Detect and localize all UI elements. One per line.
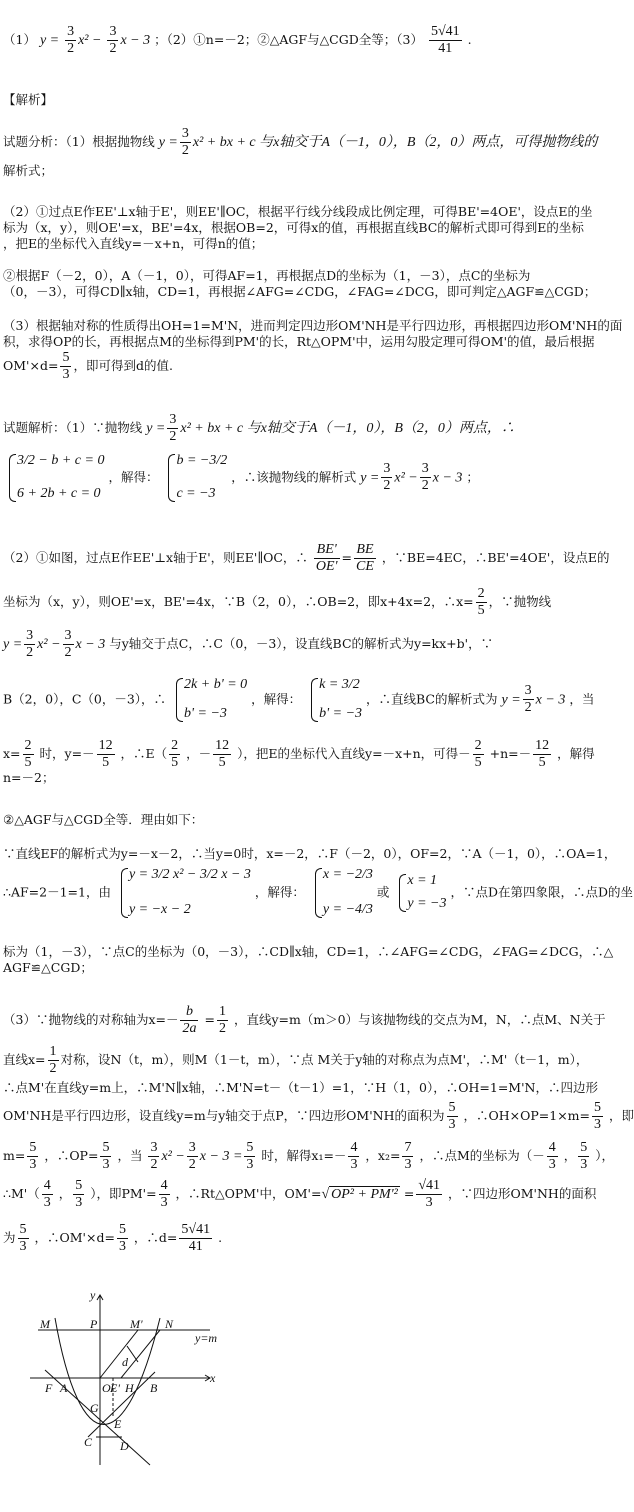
analysis-line-9: 积，求得OP的长，再根据点M的坐标得到PM'的长，Rt△OPM'中，运用勾股定理可得OM'的值，最后根据 (3, 334, 595, 349)
solution-line-14: 直线x= $\frac{1}{2}$ 对称，设N（t，m），则M（1－t，m），∵点 M关于y轴的对称点为点M'，∴M'（t－1，m）， (3, 1044, 589, 1077)
label-d-point: D (120, 1439, 129, 1453)
solution-system-3: ∴AF=2－1=1，由 y = 3/2 x² − 3/2 x − 3 y = −x − 2 ，解得： x = −2/3 y = −4/3 或 x = 1 y = −3 ，∵点D在第四象限，∴点D的坐 (3, 866, 633, 920)
solution-line-2: （2）①如图，过点E作EE'⊥x轴于E'，则EE'∥OC，∴ $\frac{BE'}{OE'}$ = $\frac{BE}{CE}$ ，∵BE=4EC，∴BE'=4OE'，设点E的 (3, 542, 610, 575)
label-d: d (122, 1355, 128, 1369)
analysis-line-6: ②根据F（－2，0），A（－1，0），可得AF=1，再根据点D的坐标为（1，－3），点C的坐标为 (3, 268, 531, 283)
label-x: x (210, 1371, 216, 1385)
label-f: F (45, 1381, 53, 1395)
analysis-line-4: 标为（x，y），则OE'=x，BE'=4x，根据OB=2，可得x的值，再根据直线BC的解析式即可得到E的坐标 (3, 220, 584, 235)
solution-system-1: 3/2 − b + c = 0 6 + 2b + c = 0 ，解得： b = −3/2 c = −3 ，∴该抛物线的解析式 y = $\frac{3}{2}$ x² − $\frac{3}{2}$ x − 3 ； (3, 452, 479, 504)
label-o: O (102, 1381, 111, 1395)
solution-line-3: 坐标为（x，y），则OE'=x，BE'=4x，∵B（2，0），∴OB=2，即x+4x=2，∴x= $\frac{2}{5}$ ，∵抛物线 (3, 586, 552, 619)
analysis-line-5: ，把E的坐标代入直线y=－x+n，可得n的值； (3, 236, 264, 251)
label-b: B (150, 1381, 158, 1395)
solution-line-9: ∵直线EF的解析式为y=－x－2，∴当y=0时，x=－2，∴F（－2，0），OF=2，∵A（－1，0），∴OA=1， (3, 846, 617, 861)
label-m: M (40, 1317, 50, 1331)
solution-line-13: （3）∵抛物线的对称轴为x=－ $\frac{b}{2a}$ = $\frac{1}{2}$ ，直线y=m（m＞0）与该抛物线的交点为M，N，∴点M、N关于 (3, 1004, 606, 1037)
label-n: N (165, 1317, 174, 1331)
label-e-prime: E' (110, 1381, 120, 1395)
solution-line-11: 标为（1，－3），∵点C的坐标为（0，－3），∴CD∥x轴，CD=1，∴∠AFG=∠CDG，∠FAG=∠DCG，∴△ (3, 944, 614, 959)
analysis-line-2: 解析式； (3, 163, 54, 178)
analysis-line-10: OM'×d= $\frac{5}{3}$ ，即可得到d的值. (3, 350, 173, 383)
solution-line-17: m= $\frac{5}{3}$ ，∴OP= $\frac{5}{3}$ ，当 $\frac{3}{2}$ x² − $\frac{3}{2}$ x − 3 = $\frac{5}{3}$ 时，解得x₁=－ $\frac{4}{3}$ ，x₂= $\frac{7}{3}$ ，∴点M的坐标为（－ $\frac{4}{3}$ ， $\frac{5}{3}$ ）， (3, 1140, 615, 1173)
parabola-figure (10, 1290, 240, 1470)
solution-line-8: ②△AGF与△CGD全等．理由如下： (3, 812, 204, 827)
parabola-curve (55, 1318, 160, 1425)
solution-line-12: AGF≌△CGD； (3, 960, 93, 975)
solution-line-7: n=－2； (3, 770, 55, 785)
label-y: y (90, 1288, 96, 1302)
solution-line-16: OM'NH是平行四边形，设直线y=m与y轴交于点P，∵四边形OM'NH的面积为 $\frac{5}{3}$ ，∴OH×OP=1×m= $\frac{5}{3}$ ，即 (3, 1100, 634, 1133)
label-g: G (90, 1401, 99, 1415)
label-y-eq-m: y=m (195, 1331, 218, 1345)
answer-line: （1） y = $\frac{3}{2}$ x² − $\frac{3}{2}$ x − 3 ；（2）①n=－2；②△AGF与△CGD全等；（3） $\frac{5√41}{41}$ . (3, 24, 472, 57)
analysis-line-8: （3）根据轴对称的性质得出OH=1=M'N，进而判定四边形OM'NH是平行四边形，再根据四边形OM'NH的面 (3, 318, 623, 333)
label-a: A (60, 1381, 68, 1395)
section-heading: 【解析】 (3, 92, 54, 107)
label-h: H (125, 1381, 134, 1395)
label-c: C (84, 1435, 93, 1449)
analysis-line-1: 试题分析：（1）根据抛物线 y = $\frac{3}{2}$ x² + bx + c 与x轴交于A（－1，0），B（2，0）两点，可得抛物线的 (3, 126, 598, 159)
analysis-line-3: （2）①过点E作EE'⊥x轴于E'，则EE'∥OC，根据平行线分线段成比例定理，可得BE'=4OE'，设点E的坐 (3, 204, 593, 219)
label-m-prime: M' (130, 1317, 143, 1331)
solution-line-19: 为 $\frac{5}{3}$ ，∴OM'×d= $\frac{5}{3}$ ，∴d= $\frac{5√41}{41}$ . (3, 1222, 223, 1255)
solution-system-2: B（2，0），C（0，－3），∴ 2k + b' = 0 b' = −3 ，解得： k = 3/2 b' = −3 ，∴直线BC的解析式为 y = $\frac{3}{2}$ x − 3 ，当 (3, 676, 594, 724)
label-e: E (114, 1417, 122, 1431)
solution-line-6: x= $\frac{2}{5}$ 时，y=－ $\frac{12}{5}$ ，∴E（ $\frac{2}{5}$ ，－ $\frac{12}{5}$ ），把E的坐标代入直线y=－x+n，可得－ $\frac{2}{5}$ +n=－ $\frac{12}{5}$ ，解得 (3, 738, 595, 771)
analysis-line-7: （0，－3），可得CD∥x轴，CD=1，再根据∠AFG=∠CDG，∠FAG=∠DCG，即可判定△AGF≌△CGD； (3, 284, 597, 299)
solution-line-15: ∴点M'在直线y=m上，∴M'N∥x轴，∴M'N=t－（t－1）=1，∵H（1，0），∴OH=1=M'N，∴四边形 (3, 1080, 598, 1095)
solution-line-4: y = $\frac{3}{2}$ x² − $\frac{3}{2}$ x − 3 与y轴交于点C，∴C（0，－3），设直线BC的解析式为y=kx+b'，∵ (3, 628, 494, 661)
label-p: P (90, 1317, 98, 1331)
solution-line-18: ∴M'（ $\frac{4}{3}$ ， $\frac{5}{3}$ ），即PM'= $\frac{4}{3}$ ，∴Rt△OPM'中，OM'=√ OP² + PM'² = $\frac{√41}{3}$ ，∵四边形OM'NH的面积 (3, 1178, 597, 1211)
solution-line-1: 试题解析：（1）∵抛物线 y = $\frac{3}{2}$ x² + bx + c 与x轴交于A（－1，0），B（2，0）两点，∴ (3, 412, 515, 445)
